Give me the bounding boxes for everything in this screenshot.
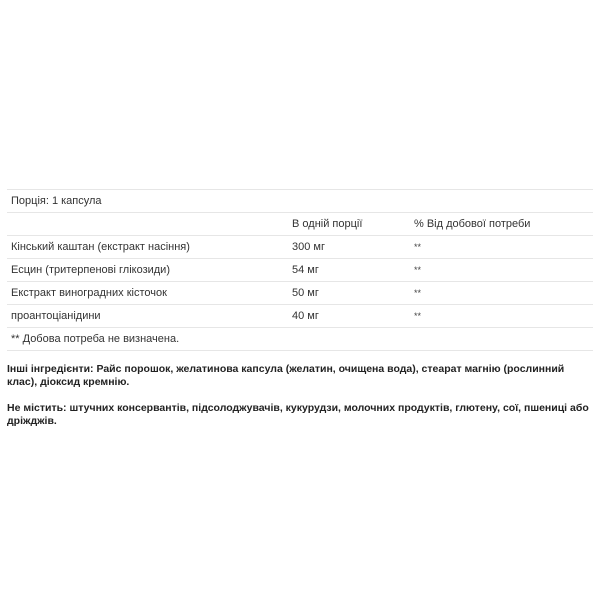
ingredient-dv: ** — [410, 259, 593, 282]
serving-row — [7, 190, 593, 213]
header-amount: В одній порції — [288, 213, 410, 236]
footnote: ** Добова потреба не визначена. — [7, 328, 593, 351]
header-daily-value: % Від добової потреби — [410, 213, 593, 236]
serving-size: Порція: 1 капсула — [7, 190, 593, 213]
ingredient-dv: ** — [410, 236, 593, 259]
ingredient-dv: ** — [410, 305, 593, 328]
ingredient-amount: 54 мг — [288, 259, 410, 282]
does-not-contain: Не містить: штучних консервантів, підсолоджувачів, кукурудзи, молочних продуктів, глютену, сої, пшениці або дріжджів. — [7, 402, 589, 427]
ingredient-amount: 40 мг — [288, 305, 410, 328]
header-row — [7, 213, 593, 236]
table-row — [7, 259, 593, 282]
ingredient-amount: 50 мг — [288, 282, 410, 305]
ingredient-amount: 300 мг — [288, 236, 410, 259]
ingredient-name: Есцин (тритерпенові глікозиди) — [7, 259, 288, 282]
table-row — [7, 305, 593, 328]
table-row — [7, 282, 593, 305]
supplement-facts-table — [7, 189, 593, 351]
footnote-row — [7, 328, 593, 351]
ingredient-name: Кінський каштан (екстракт насіння) — [7, 236, 288, 259]
table-row — [7, 236, 593, 259]
other-ingredients: Інші інгредієнти: Райс порошок, желатинова капсула (желатин, очищена вода), стеарат магнію (рослинний клас), діоксид кремнію. — [7, 363, 565, 388]
ingredient-dv: ** — [410, 282, 593, 305]
ingredient-name: проантоціанідини — [7, 305, 288, 328]
notes-section — [7, 363, 593, 441]
header-empty — [7, 213, 288, 236]
ingredient-name: Екстракт виноградних кісточок — [7, 282, 288, 305]
